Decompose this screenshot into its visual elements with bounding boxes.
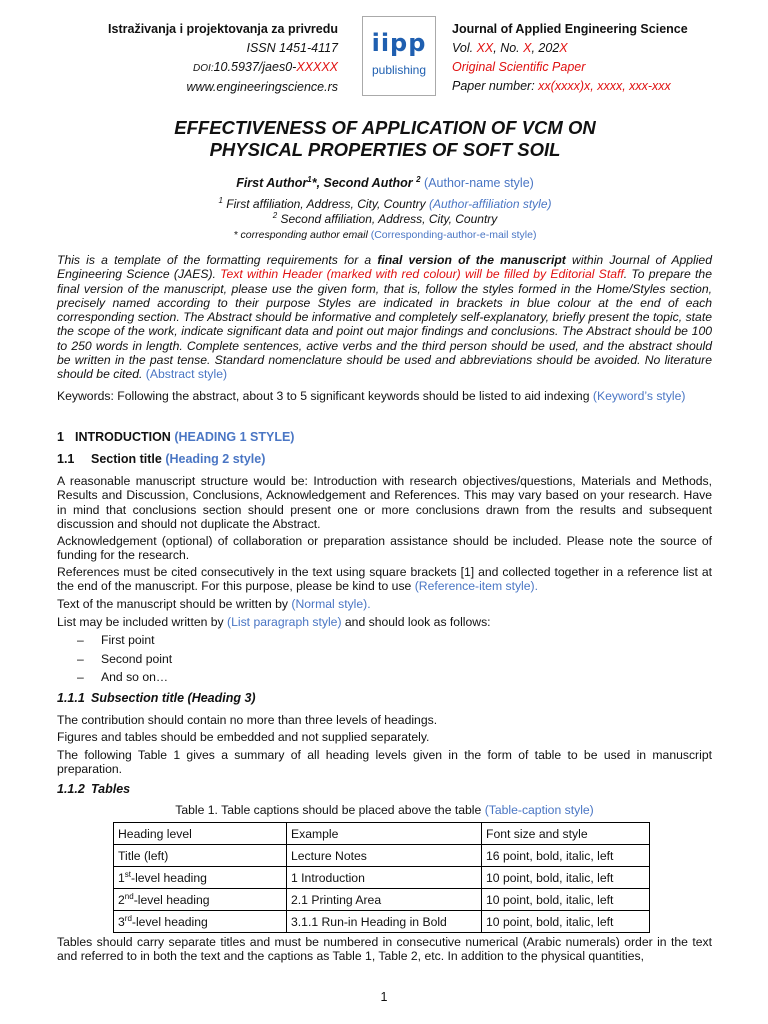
paper-number: Paper number: xx(xxxx)x, xxxx, xxx-xxx — [452, 79, 671, 93]
table-cell: 16 point, bold, italic, left — [482, 845, 650, 867]
journal-name: Journal of Applied Engineering Science — [452, 22, 688, 36]
abstract: This is a template of the formatting requirements for a final version of the manuscript within Journal of Applied Engineering Science (JAES). Text within Header (marked with red colour) will be filled by Editorial Staff. To prepare the final version of the manuscript, please use the given form, that is, follow the styles formed in the Home/Styles section, precisely named according to their purpose Styles are indicated in brackets in blue colour at the end of each corresponding section. The Abstract should be informative and completely self-explanatory, briefly present the topic, state the scope of the work, indicate significant data and point out major findings and conclusions. The Abstract should be 100 to 250 words in length. Complete sentences, active verbs and the third person should be used, and the abstract should be written in the past tense. Standard nomenclature should be used and abbreviations should be avoided. No literature should be cited. (Abstract style) — [57, 253, 712, 382]
paragraph-references: References must be cited consecutively in the text using square brackets [1] and collected together in a reference list at the end of the manuscript. For this purpose, please be kind to use (Reference-item style). — [57, 565, 712, 594]
logo-mark: iipp — [371, 29, 427, 57]
issn: ISSN 1451-4117 — [246, 41, 338, 55]
style-note: (Author-name style) — [424, 176, 534, 191]
doi: DOI:10.5937/jaes0-XXXXX — [193, 60, 338, 74]
table-cell: 10 point, bold, italic, left — [482, 889, 650, 911]
paragraph-normal-style: Text of the manuscript should be written by (Normal style). — [57, 597, 371, 611]
paragraph-list-intro: List may be included written by (List paragraph style) and should look as follows: — [57, 615, 491, 629]
affiliation-1: $^1$ First affiliation, Address, City, Country (Author-affiliation style) — [218, 196, 552, 211]
table-row — [114, 867, 650, 889]
list-item: – And so on… — [77, 670, 169, 684]
header-left — [60, 20, 338, 97]
corresponding-author: * corresponding author email (Corresponding-author-e-mail style) — [233, 229, 537, 241]
table-cell: 1 Introduction — [287, 867, 482, 889]
table-row — [114, 845, 650, 867]
header-right — [452, 20, 752, 96]
website-link[interactable]: www.engineeringscience.rs — [186, 80, 338, 94]
paragraph-figures: Figures and tables should be embedded and not supplied separately. — [57, 730, 430, 744]
table-row — [114, 889, 650, 911]
paragraph-table-summary: The following Table 1 gives a summary of all heading levels given in the form of table to be used in manuscript preparation. — [57, 748, 712, 777]
publisher-logo — [362, 16, 436, 96]
heading-section-title: 1.1 Section title (Heading 2 style) — [57, 452, 266, 466]
page-number: 1 — [380, 990, 388, 1004]
table-cell: 2nd-level heading — [114, 889, 287, 911]
paragraph-acknowledgement: Acknowledgement (optional) of collaboration or preparation assistance should be included. Please note the source of funding for the research. — [57, 534, 712, 563]
table-cell: 1st-level heading — [114, 867, 287, 889]
table-header-cell: Heading level — [114, 823, 287, 845]
heading-introduction: 1 INTRODUCTION (HEADING 1 STYLE) — [57, 430, 295, 444]
author-line: First Author$^1$*, Second Author $^2$ (Author-name style) — [236, 175, 534, 191]
paragraph-table-numbering: Tables should carry separate titles and must be numbered in consecutive numerical (Arabic numerals) order in the text and referred to in both the text and the captions as Table 1, Table 2, etc. In addition to the physical quantities, — [57, 935, 712, 964]
table-cell: Lecture Notes — [287, 845, 482, 867]
volume-info: Vol. XX, No. X, 202X — [452, 41, 568, 55]
table-row — [114, 911, 650, 933]
heading-subsection-title: 1.1.1 Subsection title (Heading 3) — [57, 691, 256, 705]
heading-levels-table — [113, 822, 650, 933]
table-cell: Title (left) — [114, 845, 287, 867]
logo-subtitle: publishing — [371, 63, 427, 77]
paper-title: EFFECTIVENESS OF APPLICATION OF VCM ON PHYSICAL PROPERTIES OF SOFT SOIL — [174, 117, 596, 160]
journal-local-name: Istraživanja i projektovanja za privredu — [108, 22, 338, 36]
table-cell: 3rd-level heading — [114, 911, 287, 933]
table-cell: 2.1 Printing Area — [287, 889, 482, 911]
table-cell: 3.1.1 Run-in Heading in Bold — [287, 911, 482, 933]
table-cell: 10 point, bold, italic, left — [482, 911, 650, 933]
table-header-cell: Font size and style — [482, 823, 650, 845]
table-cell: 10 point, bold, italic, left — [482, 867, 650, 889]
paragraph-structure: A reasonable manuscript structure would be: Introduction with research objectives/questions, Materials and Methods, Results and Discussion, Conclusions, Acknowledgement and References. This may vary based on your research. Have in mind that conclusions section should present one or more conclusions drawn from the results and subsequent discussion and should not duplicate the Abstract. — [57, 474, 712, 531]
paragraph-headings: The contribution should contain no more than three levels of headings. — [57, 713, 438, 727]
affiliation-2: $^2$ Second affiliation, Address, City, Country — [272, 211, 498, 226]
table-header-cell: Example — [287, 823, 482, 845]
table-caption: Table 1. Table captions should be placed above the table (Table-caption style) — [175, 803, 594, 817]
heading-tables: 1.1.2 Tables — [57, 782, 131, 796]
table-header-row — [114, 823, 650, 845]
list-item: – Second point — [77, 652, 173, 666]
list-item: – First point — [77, 633, 155, 647]
paper-type: Original Scientific Paper — [452, 60, 586, 74]
keywords: Keywords: Following the abstract, about 3 to 5 significant keywords should be listed to aid indexing (Keyword’s style) — [57, 389, 686, 403]
